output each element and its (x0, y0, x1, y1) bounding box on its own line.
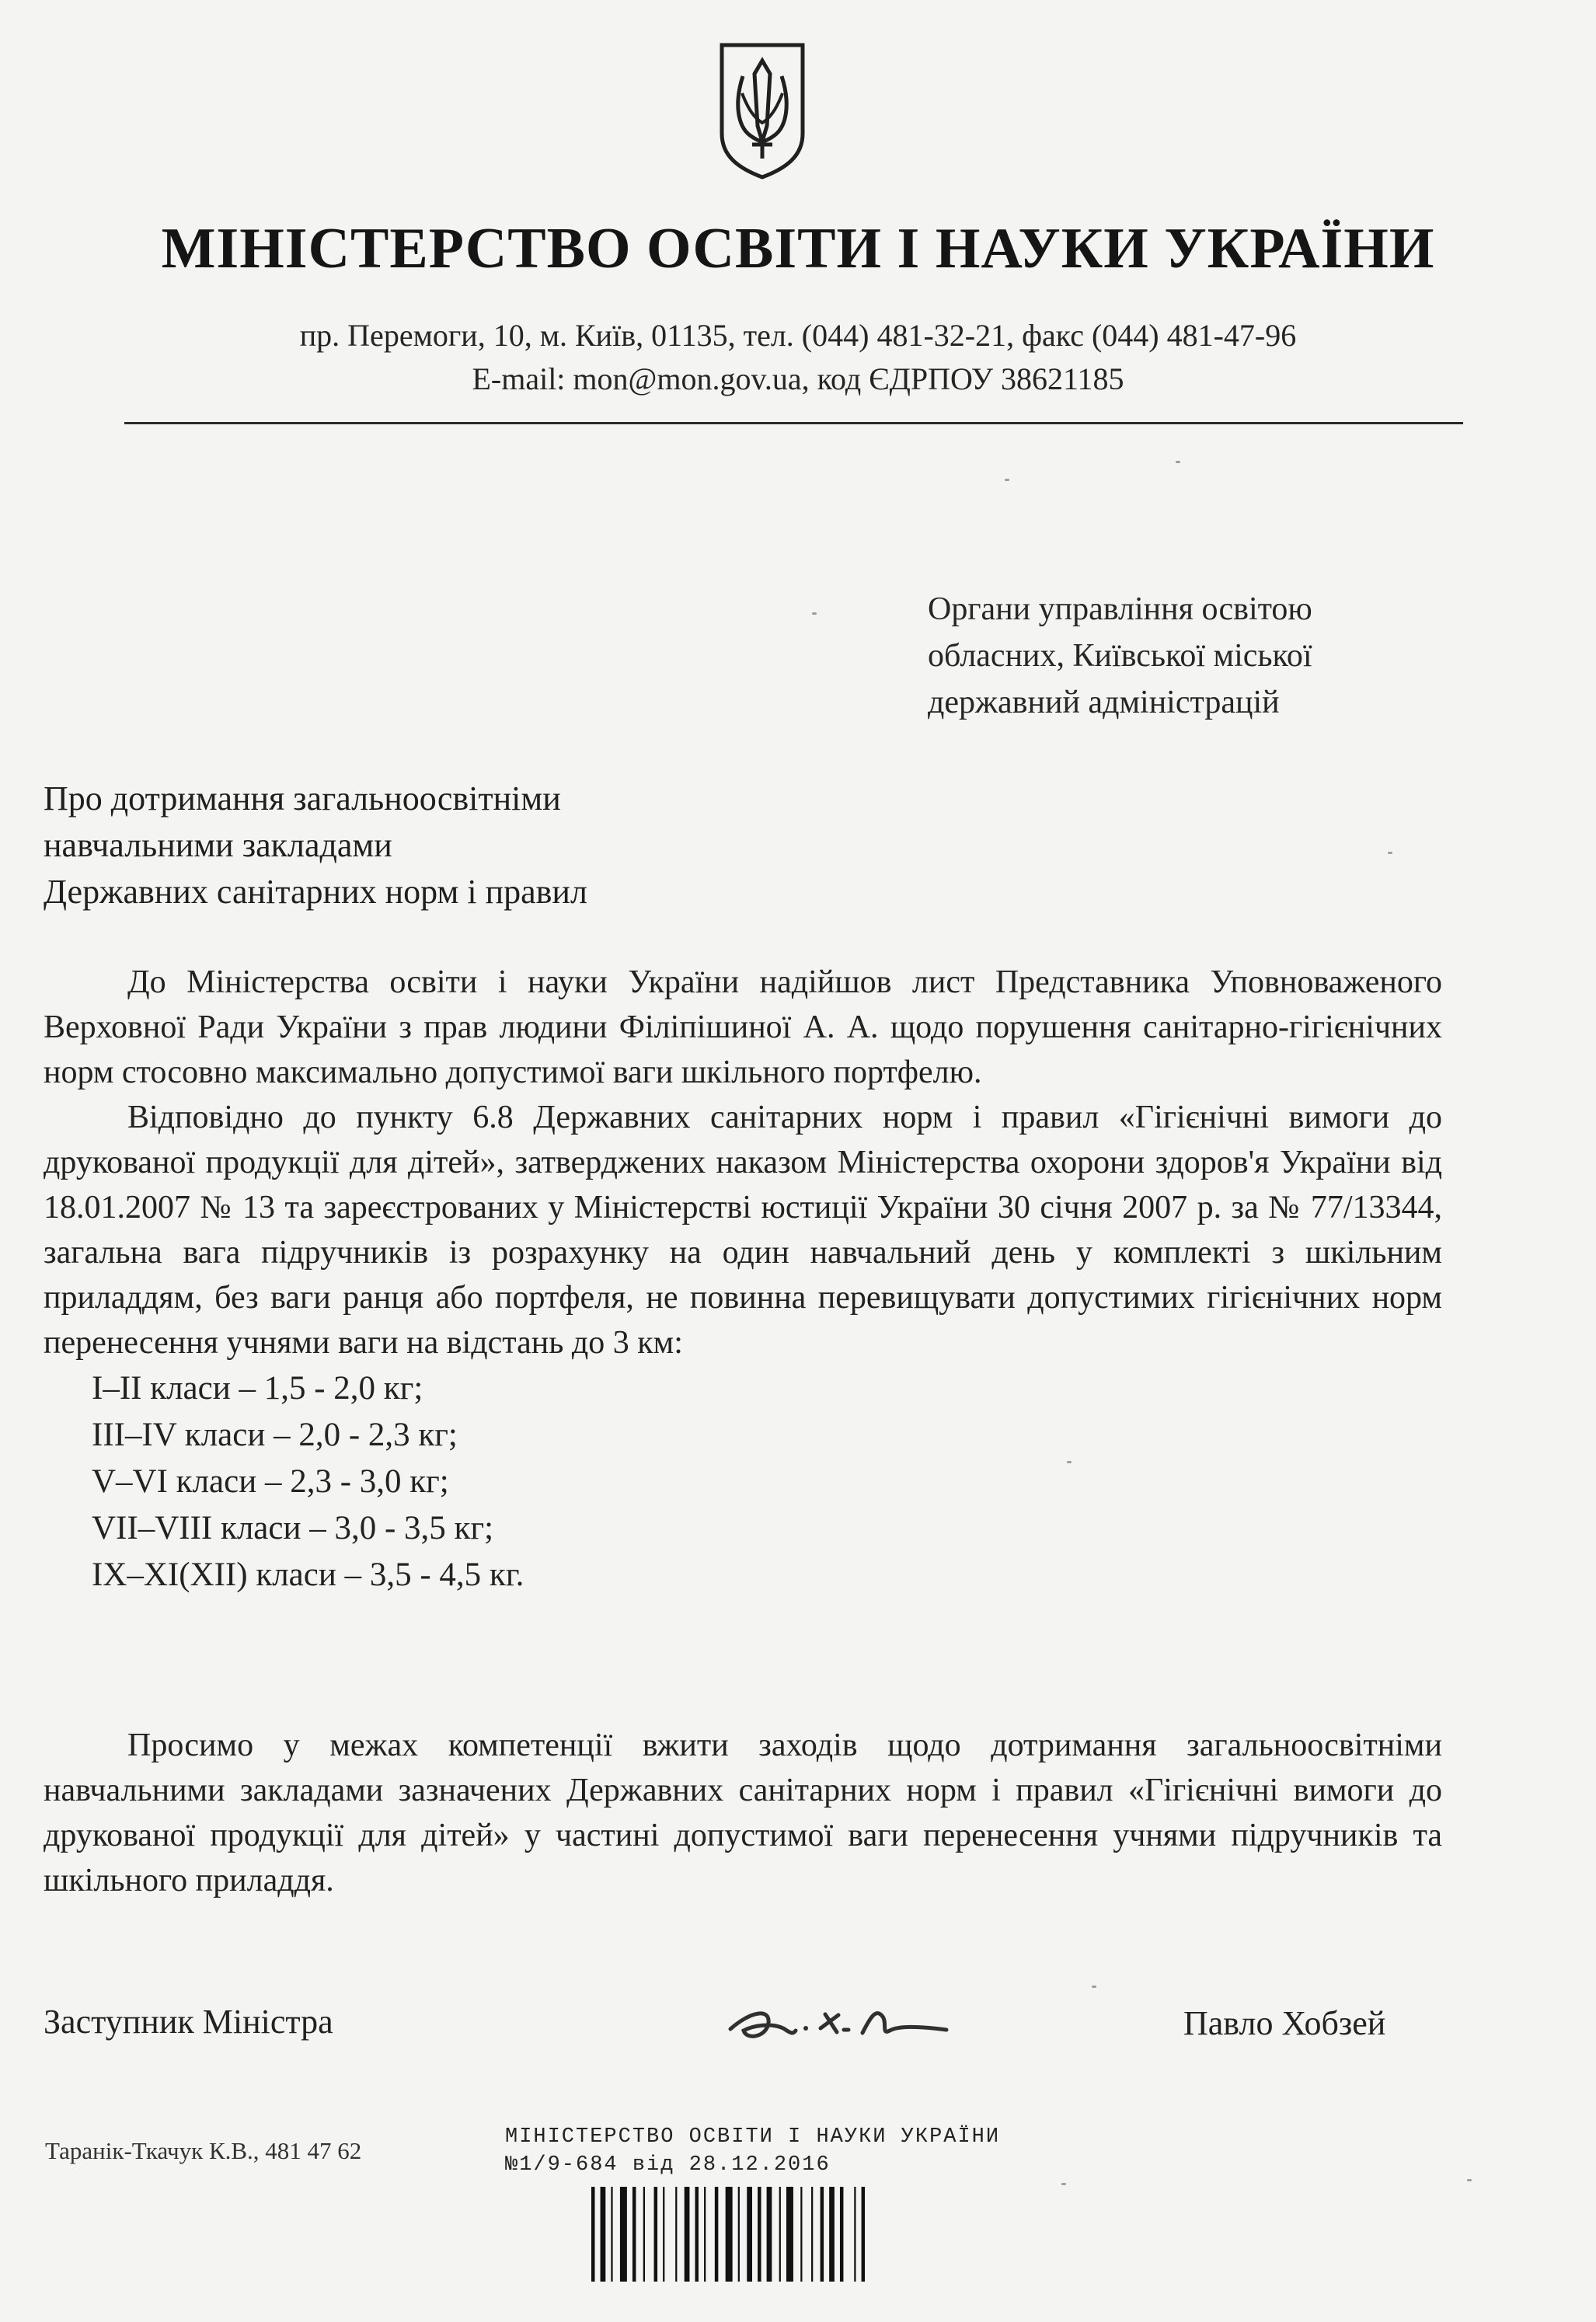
barcode-bar (715, 2187, 719, 2282)
scan-speck (1005, 479, 1009, 481)
scan-speck (1061, 2183, 1066, 2185)
barcode-bar (704, 2187, 706, 2282)
class-weight-item: VІІ–VІІІ класи – 3,0 - 3,5 кг; (92, 1510, 494, 1546)
ministry-address: пр. Перемоги, 10, м. Київ, 01135, тел. (044) 481-32-21, факс (044) 481-47-96 (299, 318, 1297, 353)
barcode-bar (726, 2187, 733, 2282)
body-paragraph-regulation: Відповідно до пункту 6.8 Державних санітарних норм і правил «Гігієнічні вимоги до друкованої продукції для дітей», затверджених наказом Міністерства охорони здоров'я України від 18.01.2007 № 13 та зареєстрованих у Міністерстві юстиції України 30 січня 2007 р. за № 77/13344, загальна вага підручників із розрахунку на один навчальний день у комплекті з шкільним приладдям, без ваги ранця або портфеля, не повинна перевищувати допустимих гігієнічних норм перенесення учнями ваги на відстань до 3 км: (44, 1100, 1442, 1361)
scan-speck (812, 612, 817, 615)
registration-stamp-ministry: МІНІСТЕРСТВО ОСВІТИ І НАУКИ УКРАЇНИ (505, 2125, 1001, 2149)
barcode-bar (654, 2187, 658, 2282)
recipient-line: державний адміністрацій (928, 685, 1280, 720)
class-weight-list (92, 1365, 1442, 1599)
barcode-bar (663, 2187, 664, 2282)
tryzub-emblem-icon (716, 39, 809, 183)
barcode-bar (829, 2187, 835, 2282)
barcode-bar (758, 2187, 761, 2282)
handwritten-signature-icon (724, 1996, 957, 2053)
recipient-line: Органи управління освітою (928, 591, 1312, 627)
subject-line: навчальними закладами (44, 826, 392, 864)
barcode-bar (786, 2187, 793, 2282)
barcode-bar (643, 2187, 645, 2282)
recipient-line: обласних, Київської міської (928, 638, 1312, 674)
class-weight-item: ІІІ–ІV класи – 2,0 - 2,3 кг; (92, 1417, 458, 1453)
header-divider (124, 422, 1463, 424)
letter-body (44, 960, 1442, 1599)
barcode-bar (800, 2187, 802, 2282)
ministry-title: МІНІСТЕРСТВО ОСВІТИ І НАУКИ УКРАЇНИ (161, 217, 1435, 281)
scan-speck (1067, 1461, 1072, 1463)
scan-speck (1092, 1986, 1096, 1988)
barcode-bar (779, 2187, 781, 2282)
barcode-bar (862, 2187, 866, 2282)
barcode-bar (591, 2187, 595, 2282)
letter-subject (44, 776, 743, 915)
registration-stamp-number: №1/9-684 від 28.12.2016 (505, 2153, 831, 2177)
subject-line: Про дотримання загальноосвітніми (44, 779, 561, 818)
barcode-bar (685, 2187, 690, 2282)
barcode-bar (632, 2187, 636, 2282)
class-weight-item: ІХ–ХІ(ХІІ) класи – 3,5 - 4,5 кг. (92, 1557, 524, 1593)
barcode-bar (675, 2187, 677, 2282)
executor-contact: Таранік-Ткачук К.В., 481 47 62 (45, 2137, 362, 2164)
barcode-bar (695, 2187, 699, 2282)
barcode-bar (854, 2187, 855, 2282)
barcode-bar (811, 2187, 813, 2282)
barcode-bar (620, 2187, 627, 2282)
barcode-bar (738, 2187, 740, 2282)
barcode-bar (840, 2187, 844, 2282)
recipient-block (928, 586, 1518, 726)
barcode-bar (601, 2187, 606, 2282)
barcode-bar (611, 2187, 612, 2282)
subject-line: Державних санітарних норм і правил (44, 873, 587, 911)
barcode-bar (747, 2187, 752, 2282)
signer-position: Заступник Міністра (44, 2003, 333, 2041)
ministry-contacts: E-mail: mon@mon.gov.ua, код ЄДРПОУ 38621185 (472, 361, 1124, 396)
class-weight-item: І–ІІ класи – 1,5 - 2,0 кг; (92, 1370, 423, 1407)
scan-speck (1176, 461, 1180, 463)
registration-barcode-icon (585, 2187, 892, 2282)
signer-name: Павло Хобзей (1183, 2004, 1386, 2042)
body-paragraph-request: Просимо у межах компетенції вжити заходів щодо дотримання загальноосвітніми навчальними закладами зазначених Державних санітарних норм і правил «Гігієнічні вимоги до друкованої продукції для дітей» у частині допустимої ваги перенесення учнями підручників та шкільного приладдя. (44, 1728, 1442, 1898)
class-weight-item: V–VІ класи – 2,3 - 3,0 кг; (92, 1463, 449, 1500)
body-paragraph-request-source: До Міністерства освіти і науки України надійшов лист Представника Уповноваженого Верховної Ради України з прав людини Філіпішиної А. А. щодо порушення санітарно-гігієнічних норм стосовно максимально допустимої ваги шкільного портфелю. (44, 964, 1442, 1090)
barcode-bar (821, 2187, 824, 2282)
scan-speck (1467, 2179, 1472, 2181)
barcode-bar (767, 2187, 772, 2282)
scan-speck (1388, 852, 1392, 854)
